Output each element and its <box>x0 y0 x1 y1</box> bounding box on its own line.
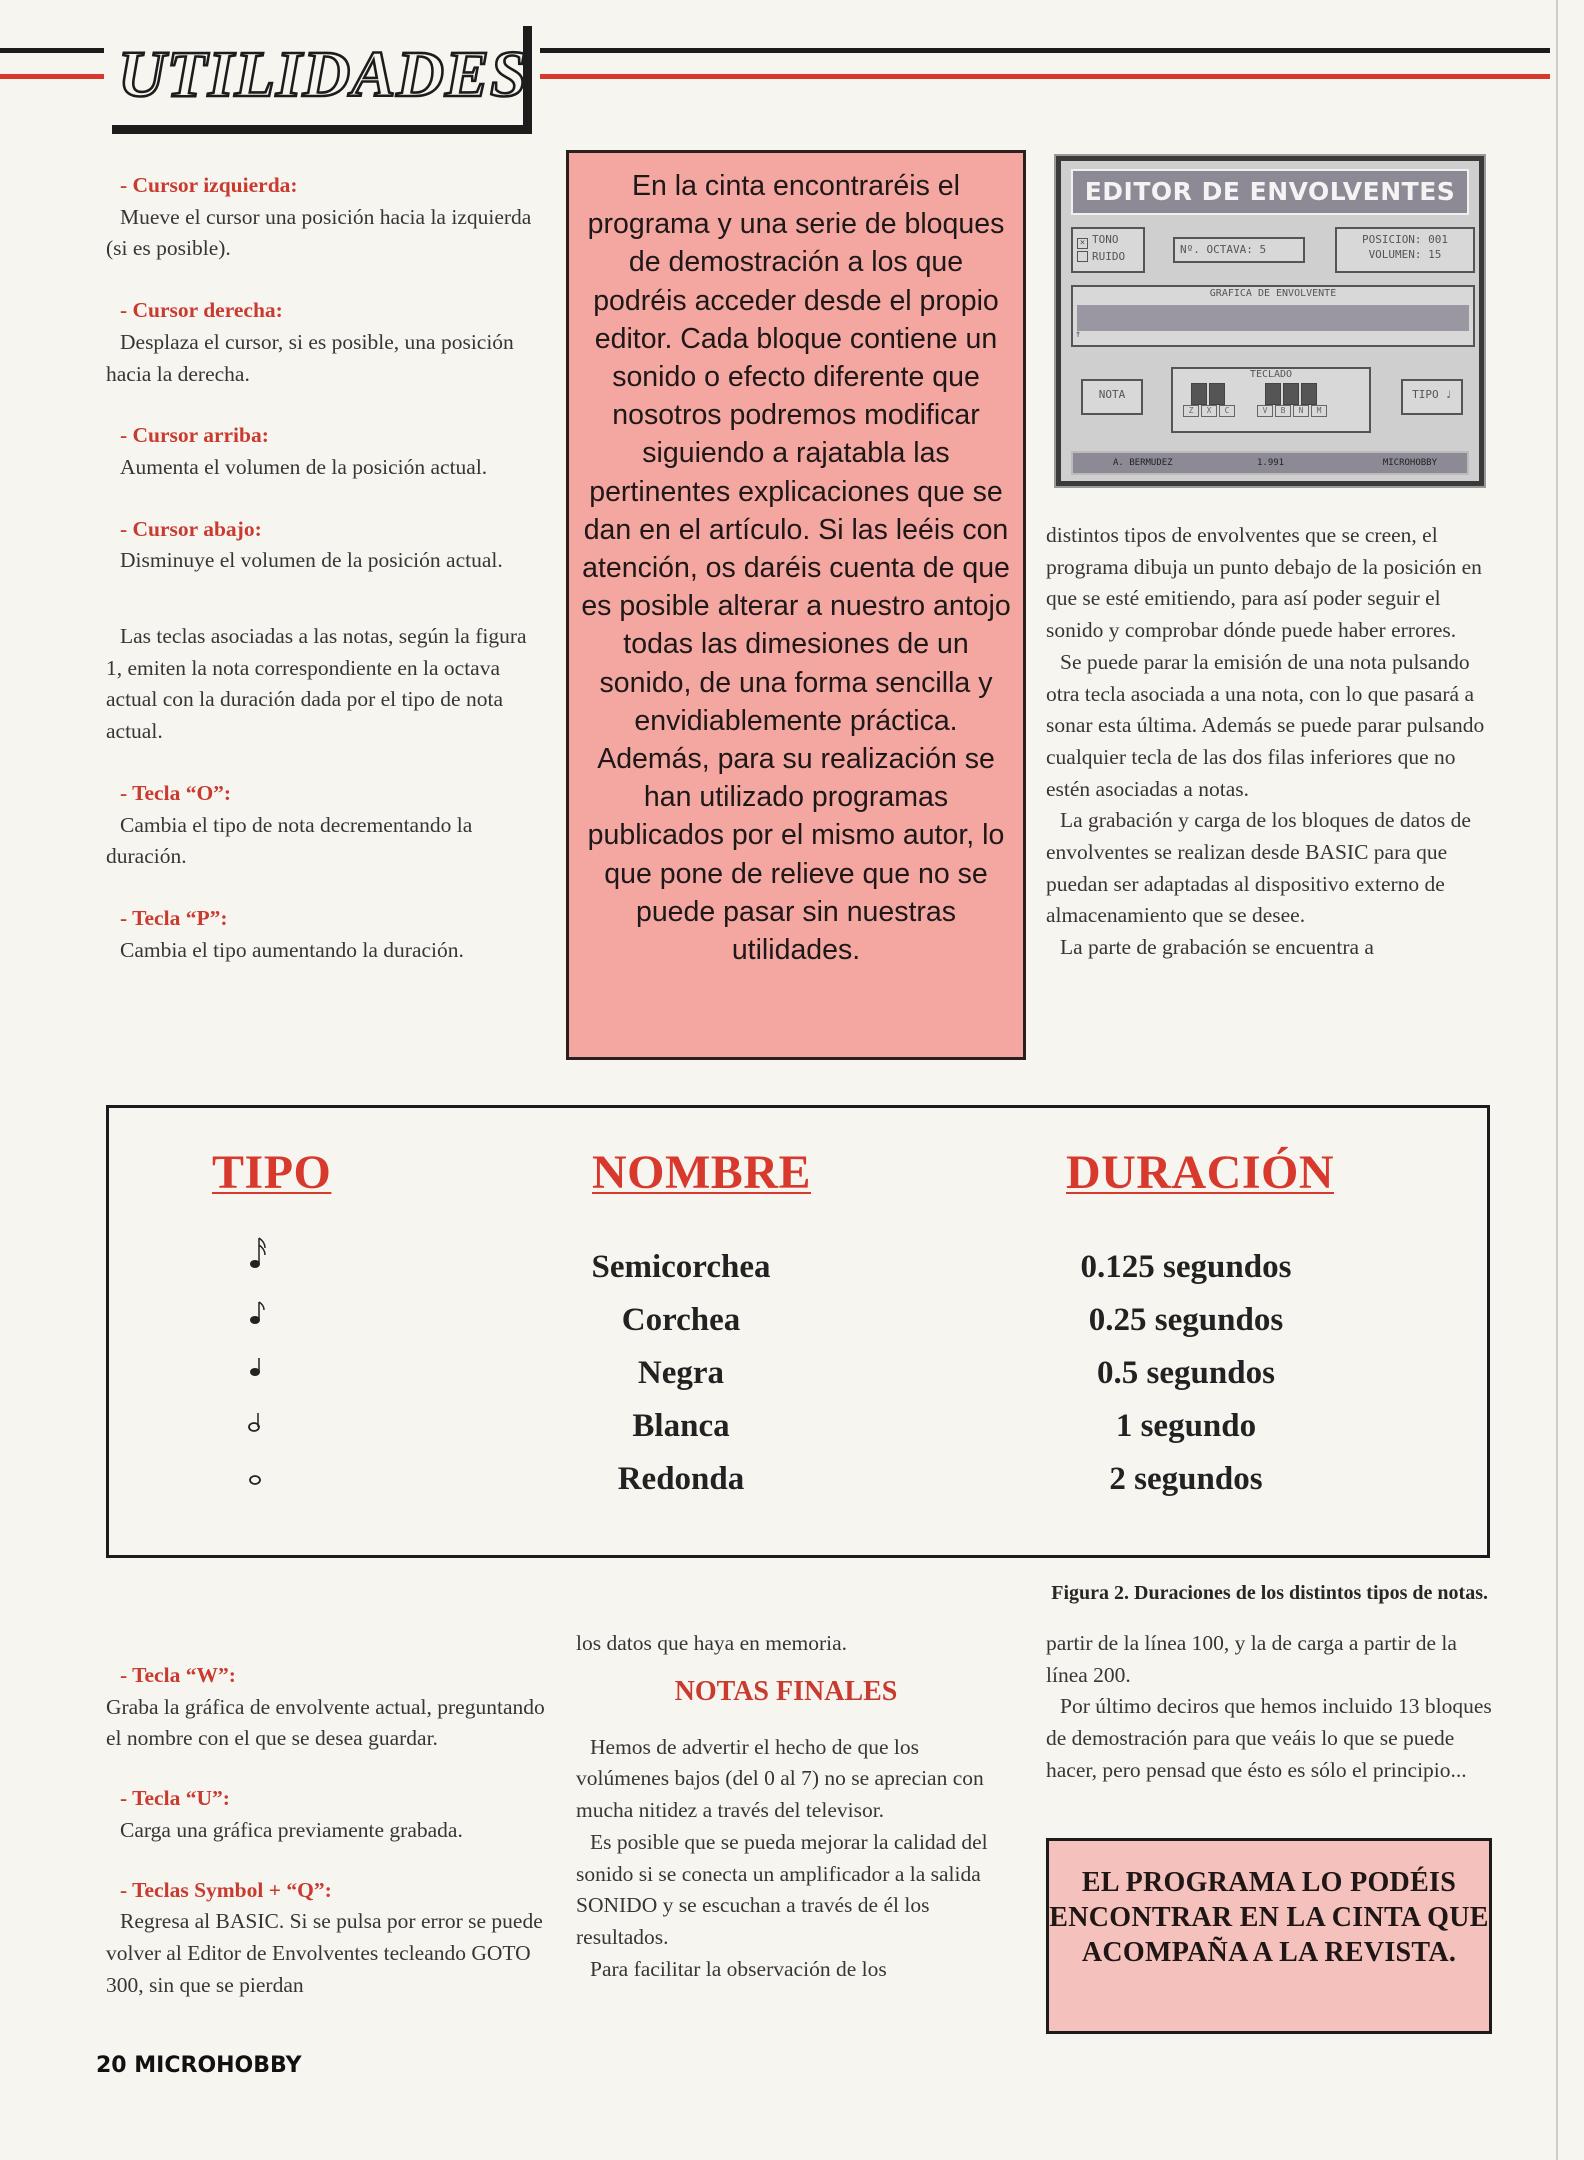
header-rule-right-black <box>540 48 1550 53</box>
tono-label: TONO <box>1092 233 1119 246</box>
table-cell-nombre: Negra <box>637 1355 725 1391</box>
bottom-left-column <box>106 1660 546 2001</box>
cinta-info-box <box>566 150 1026 1060</box>
item-heading: - Cursor derecha: <box>120 298 283 323</box>
teclado-box <box>1171 367 1371 433</box>
ruido-label: RUIDO <box>1092 250 1126 263</box>
item-heading: - Teclas Symbol + “Q”: <box>120 1877 332 1902</box>
posicion-label: POSICION: 001 <box>1361 233 1449 246</box>
item-text: Disminuye el volumen de la posición actual. <box>120 548 503 573</box>
key-label: N <box>1293 405 1309 417</box>
keyboard-key-icon <box>1301 383 1317 405</box>
key-label: X <box>1201 405 1217 417</box>
table-cell-duracion: 0.5 segundos <box>1097 1355 1275 1391</box>
footer-brand: MICROHOBBY <box>1382 458 1437 468</box>
grafica-label: GRAFICA DE ENVOLVENTE <box>1209 288 1337 299</box>
body-paragraph: La grabación y carga de los bloques de datos de envolventes se realizan desde BASIC para que puedan ser adaptadas al dispositivo externo de almacenamiento que se desee. <box>1046 808 1471 928</box>
page-edge <box>1556 0 1558 2160</box>
item-heading: - Tecla “O”: <box>120 780 232 805</box>
header-rule-right-red <box>540 74 1550 79</box>
volumen-label: VOLUMEN: 15 <box>1368 248 1442 261</box>
item-heading: - Cursor izquierda: <box>120 173 298 197</box>
body-paragraph: Por último deciros que hemos incluido 13 bloques de demostración para que veáis lo que se puede hacer, pero pensad que ésto es sólo el principio... <box>1046 1694 1492 1782</box>
body-paragraph: partir de la línea 100, y la de carga a partir de la línea 200. <box>1046 1631 1457 1687</box>
item-text: Graba la gráfica de envolvente actual, preguntando el nombre con el que se desea guardar. <box>106 1694 545 1751</box>
body-paragraph: Hemos de advertir el hecho de que los volúmenes bajos (del 0 al 7) no se aprecian con mucha nitidez a través del televisor. <box>576 1734 984 1823</box>
item-heading: - Tecla “U”: <box>120 1786 230 1811</box>
item-text: Desplaza el cursor, si es posible, una posición hacia la derecha. <box>106 329 514 386</box>
left-column <box>106 170 536 966</box>
nota-label: NOTA <box>1098 388 1126 401</box>
bottom-middle-column <box>576 1628 996 1985</box>
header-rule-left-black <box>0 48 104 53</box>
keyboard-key-icon <box>1209 383 1225 405</box>
item-heading: - Tecla “P”: <box>120 905 228 930</box>
cursor-marker-icon: ↑ <box>1075 329 1082 340</box>
item-text: Cambia el tipo aumentando la duración. <box>120 937 464 962</box>
editor-screenshot <box>1056 156 1484 486</box>
table-cell-duracion: 2 segundos <box>1109 1461 1263 1497</box>
body-paragraph: Para facilitar la observación de los <box>590 1956 887 1981</box>
item-heading: - Tecla “W”: <box>120 1663 236 1687</box>
redonda-icon <box>240 1460 280 1494</box>
table-cell-nombre: Semicorchea <box>591 1249 771 1285</box>
body-paragraph: Es posible que se pueda mejorar la calidad del sonido si se conecta un amplificador a la salida SONIDO y se escuchan a través de él los resultados. <box>576 1829 988 1949</box>
notas-finales-heading: NOTAS FINALES <box>674 1675 898 1707</box>
grafica-area <box>1077 305 1469 331</box>
table-cell-duracion: 1 segundo <box>1115 1408 1257 1444</box>
posicion-volumen-box <box>1335 227 1475 273</box>
body-paragraph: los datos que haya en memoria. <box>576 1631 848 1655</box>
keyboard-key-icon <box>1283 383 1299 405</box>
right-column <box>1046 520 1492 964</box>
octava-box <box>1173 237 1305 263</box>
table-cell-duracion: 0.25 segundos <box>1088 1302 1284 1338</box>
body-paragraph: distintos tipos de envolventes que se creen, el programa dibuja un punto debajo de la posición en que se esté emitiendo, para así poder seguir el sonido y comprobar dónde puede haber errores. <box>1046 523 1482 643</box>
cinta-notice-box <box>1046 1838 1492 2034</box>
item-heading: - Cursor abajo: <box>120 516 262 541</box>
grafica-box <box>1071 285 1475 347</box>
key-label: B <box>1275 405 1291 417</box>
body-paragraph: La parte de grabación se encuentra a <box>1060 935 1374 960</box>
item-text: Carga una gráfica previamente grabada. <box>120 1817 463 1842</box>
page-footer: 20 MICROHOBBY <box>96 2053 302 2078</box>
table-cell-duracion: 0.125 segundos <box>1080 1249 1292 1285</box>
item-text: Mueve el cursor una posición hacia la izquierda (si es posible). <box>106 204 532 261</box>
keyboard-key-icon <box>1191 383 1207 405</box>
header-tipo: TIPO <box>212 1146 332 1199</box>
footer-author: A. BERMUDEZ <box>1113 458 1173 468</box>
cinta-info-text: En la cinta encontraréis el programa y una serie de bloques de demostración a los que podréis acceder desde el propio editor. Cada bloque contiene un sonido o efecto diferente que nosotros podremos modificar siguiendo a rajatabla las pertinentes explicaciones que se dan en el artículo. Si las leéis con atención, os daréis cuenta de que es posible alterar a nuestro antojo todas las dimesiones de un sonido, de una forma sencilla y envidiablemente práctica. Además, para su realización se han utilizado programas publicados por el mismo autor, lo que pone de relieve que no se puede pasar sin nuestras utilidades. <box>581 170 1011 967</box>
cinta-notice-text: EL PROGRAMA LO PODÉIS ENCONTRAR EN LA CINTA QUE ACOMPAÑA A LA REVISTA. <box>1049 1867 1489 1968</box>
corchea-icon <box>240 1288 280 1332</box>
item-text: Regresa al BASIC. Si se pulsa por error se puede volver al Editor de Envolventes tecleando GOTO 300, sin que se pierdan <box>106 1909 543 1997</box>
item-heading: - Cursor arriba: <box>120 423 269 448</box>
semicorchea-icon <box>240 1230 280 1274</box>
key-label: M <box>1311 405 1327 417</box>
blanca-icon <box>240 1405 280 1439</box>
table-cell-nombre: Corchea <box>621 1302 741 1338</box>
ruido-checkbox <box>1077 251 1088 262</box>
tono-checkbox: × <box>1077 238 1088 249</box>
keyboard-key-icon <box>1265 383 1281 405</box>
header-rule-left-red <box>0 74 104 79</box>
table-cell-nombre: Blanca <box>632 1408 730 1444</box>
teclado-label: TECLADO <box>1249 369 1293 380</box>
item-text: Aumenta el volumen de la posición actual. <box>120 454 488 479</box>
mode-selector <box>1071 227 1145 273</box>
body-paragraph: Se puede parar la emisión de una nota pulsando otra tecla asociada a una nota, con lo que pasará a sonar esta última. Además se puede parar pulsando cualquier tecla de las dos filas inferiores que no estén asociadas a notas. <box>1046 649 1485 801</box>
screenshot-footer <box>1071 451 1469 475</box>
header-duracion: DURACIÓN <box>1066 1146 1334 1199</box>
tipo-box <box>1401 379 1463 415</box>
screenshot-title: EDITOR DE ENVOLVENTES <box>1071 169 1469 215</box>
bottom-right-column <box>1046 1628 1492 1787</box>
header-nombre: NOMBRE <box>592 1146 811 1199</box>
key-label: V <box>1257 405 1273 417</box>
section-title: UTILIDADES <box>118 38 528 111</box>
table-cell-nombre: Redonda <box>617 1461 745 1497</box>
section-title-box <box>112 26 532 134</box>
key-label: Z <box>1183 405 1199 417</box>
footer-year: 1.991 <box>1257 458 1285 468</box>
key-label: C <box>1219 405 1235 417</box>
body-paragraph: Las teclas asociadas a las notas, según la figura 1, emiten la nota correspondiente en la octava actual con la duración dada por el tipo de nota actual. <box>106 624 527 744</box>
tipo-label: TIPO ♩ <box>1412 388 1452 401</box>
negra-icon <box>240 1352 280 1386</box>
item-text: Cambia el tipo de nota decrementando la duración. <box>106 812 473 869</box>
octava-label: Nº. OCTAVA: 5 <box>1180 243 1267 256</box>
nota-box <box>1081 379 1143 415</box>
figure-caption: Figura 2. Duraciones de los distintos tipos de notas. <box>1051 1582 1488 1604</box>
